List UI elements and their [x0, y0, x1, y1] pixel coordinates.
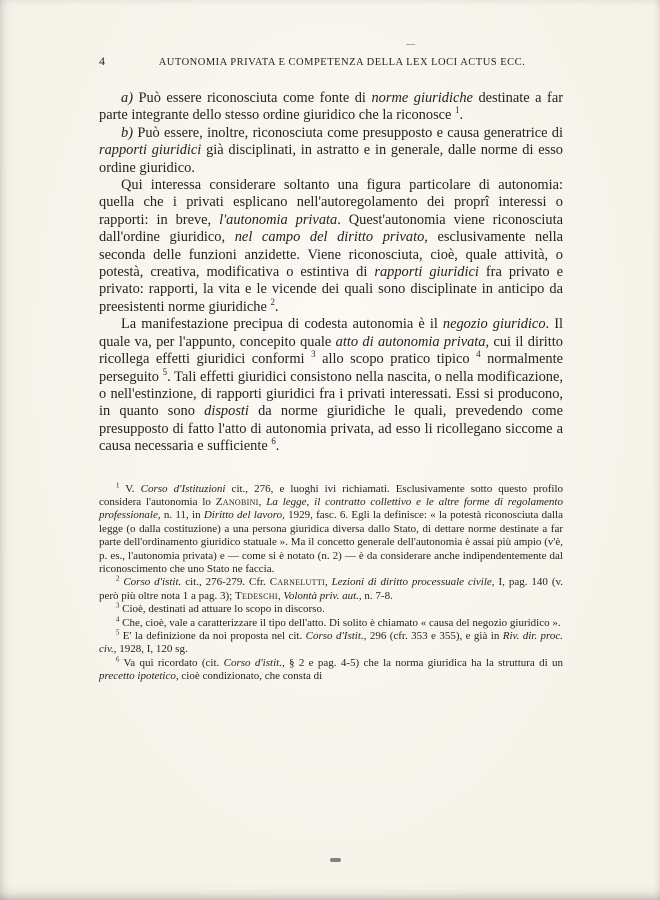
body-text	[99, 90, 563, 456]
footnotes	[99, 483, 563, 684]
text-column	[99, 54, 563, 684]
scan-artifact-speck	[330, 858, 341, 862]
body-paragraph-b: b) Può essere, inoltre, riconosciuta come presupposto e causa generatrice di rapporti giuridici già disciplinati, in astratto e in generale, dalle norme di esso ordine giuridico.	[99, 124, 563, 176]
footnote-6: $^6$ Va qui ricordato (cit. Corso d'istit., § 2 e pag. 4-5) che la norma giuridica ha la struttura di un precetto ipotetico, cioè condizionato, che consta di	[99, 656, 564, 683]
footnote-3: $^3$ Cioè, destinati ad attuare lo scopo in discorso.	[116, 602, 325, 616]
footnote-2: $^2$ Corso d'istit. cit., 276-279. Cfr. Carnelutti, Lezioni di diritto processuale civile, I, pag. 140 (v. però più oltre nota 1 a pag. 3); Tedeschi, Volontà priv. aut., n. 7-8.	[99, 575, 564, 602]
footnote-1: $^1$ V. Corso d'Istituzioni cit., 276, e luoghi ivi richiamati. Esclusivamente sotto questo profilo considera l'autonomia lo Zanobini, La legge, il contratto collettivo e le altre forme di regolamento professionale, n. 11, in Diritto del lavoro, 1929, fasc. 6. Egli la definisce: « la potestà riconosciuta dalla legge (o dalla costituzione) a una persona giuridica diversa dallo Stato, di dettare norme destinate a far parte dell'ordinamento giuridico statuale ». Ma il concetto generale dell'autonomia è assai più ampio (v'è, p. es., l'autonomia privata) e — come si è notato (n. 2) — è da considerare anche indipendentemente dal riconoscimento che uno Stato ne faccia.	[99, 481, 564, 575]
footnote-5: $^5$ E' la definizione da noi proposta nel cit. Corso d'Istit., 296 (cfr. 353 e 355), e già in Riv. dir. proc. civ., 1928, I, 120 sg.	[99, 629, 564, 656]
page-number: 4	[99, 54, 105, 68]
footnote-4: $^4$ Che, cioè, vale a caratterizzare il tipo dell'atto. Di solito è chiamato « causa del negozio giuridico ».	[116, 615, 561, 629]
running-title: AUTONOMIA PRIVATA E COMPETENZA DELLA LEX LOCI ACTUS ECC.	[158, 57, 526, 68]
body-paragraph-autonomia: Qui interessa considerare soltanto una figura particolare di autonomia: quella che i privati esplicano nell'autoregolamento dei proprî interessi o rapporti: in breve, l'autonomia privata. Quest'autonomia viene riconosciuta dall'ordine giuridico, nel campo del diritto privato, esclusivamente nella seconda delle funzioni anzidette. Viene riconosciuta, cioè, quale attività, o potestà, creativa, modificativa o estintiva di rapporti giuridici fra privato e privato: rapporti, la vita e le vicende dei quali sono disciplinate in anticipo da preesistenti norme giuridiche $^2$.	[99, 177, 564, 315]
scan-artifact-dash	[406, 44, 415, 45]
page-header	[99, 54, 563, 69]
body-paragraph-a: a) Può essere riconosciuta come fonte di norme giuridiche destinate a far parte integrante dello stesso ordine giuridico che la riconosce $^1$.	[99, 90, 563, 124]
body-paragraph-negozio: La manifestazione precipua di codesta autonomia è il negozio giuridico. Il quale va, per l'appunto, concepito quale atto di autonomia privata, cui il diritto ricollega effetti giuridici conformi $^3$ allo scopo pratico tipico $^4$ normalmente perseguito $^5$. Tali effetti giuridici consistono nella nascita, o nella modificazione, o nell'estinzione, di rapporti giuridici fra i privati interessati. Essi si producono, in quanto sono disposti da norme giuridiche le quali, prevedendo come presupposto di fatto l'atto di autonomia privata, ad esso li ricollegano siccome a causa necessaria e sufficiente $^6$.	[99, 316, 564, 455]
